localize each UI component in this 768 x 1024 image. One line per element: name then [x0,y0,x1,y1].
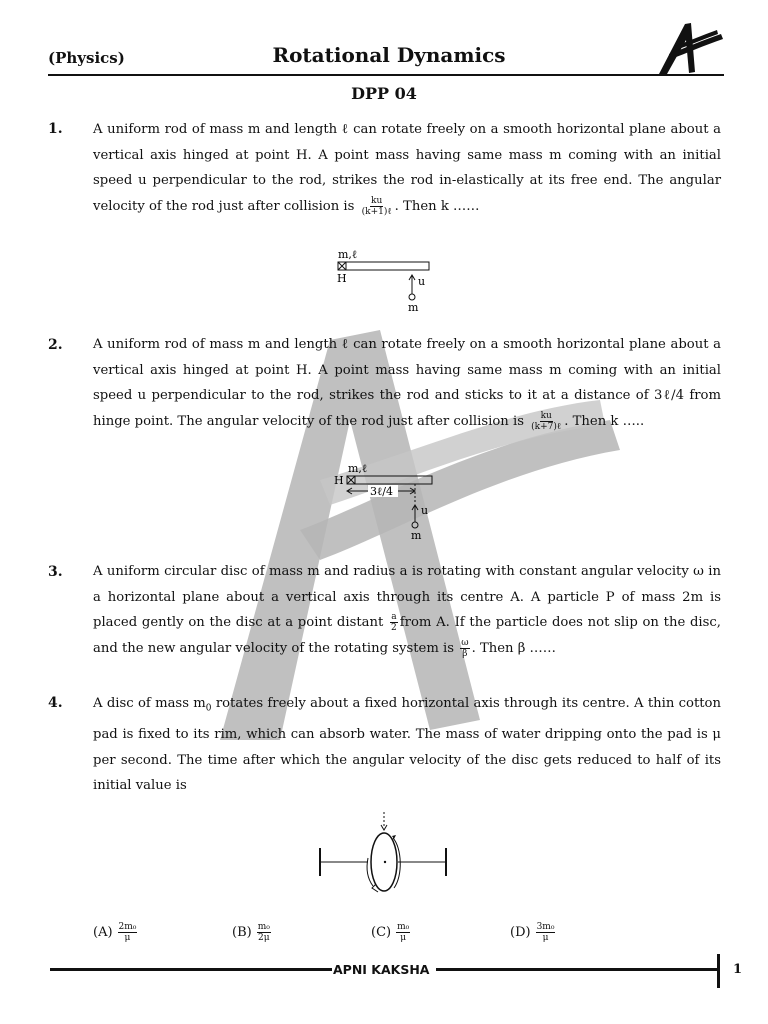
hinge-label: H [334,474,344,487]
question-text-tail: rotates freely about a fixed horizontal axis through its centre. A thin cotton pad is fixed to its rim, which can absorb water. The mass of water dripping onto the pad is μ per second. The time after which the angular velocity of the disc gets reduced to half of its initial value is [93,696,721,794]
fraction [396,922,410,943]
fraction-denominator: μ [400,933,407,943]
option-label: (D) [510,925,531,940]
apni-kaksha-logo [655,20,725,76]
speed-label: u [421,504,429,517]
fraction-denominator: μ [542,933,549,943]
disc-axle-diagram [312,808,456,898]
question-text-body: A uniform rod of mass m and length ℓ can rotate freely on a smooth horizontal plane about a vertical axis hinged at point H. A point mass having same mass m coming with an initial speed u perpendicular to the rod, strikes the rod and sticks to it at a distance of 3ℓ/4 from hinge point. The angular velocity of the rod just after collision is [93,337,721,429]
question-text [93,332,721,434]
fraction-denominator: (k+1)ℓ [361,206,392,217]
footer-rule-right [436,968,718,971]
rod-label: m,ℓ [338,248,358,261]
fraction-numerator: ω [461,637,469,648]
page-title: Rotational Dynamics [272,43,506,67]
fraction-denominator: (k+7)ℓ [531,421,562,432]
option-label: (C) [371,925,392,940]
sheet-title: DPP 04 [351,84,417,103]
fraction [361,196,393,217]
question-text-tail: . Then β …… [471,640,556,656]
point-mass-icon [409,294,415,300]
mass-label: m [408,301,419,314]
fraction-numerator: m₀ [397,922,410,932]
fraction [257,922,271,943]
rod-label: m,ℓ [348,462,368,475]
option-label: (B) [232,925,252,940]
fraction-denominator: 2 [391,623,397,633]
fraction-numerator: a [391,612,397,622]
mass-label: m [411,529,422,542]
question-text-body: A disc of mass m [93,696,206,711]
fraction-numerator: ku [371,195,383,206]
fraction-denominator: 2μ [257,933,270,943]
question-text [93,691,721,799]
fraction [536,922,556,943]
subscript: 0 [205,703,212,714]
fraction [390,612,398,633]
rod-diagram-2 [330,460,440,544]
distance-label: 3ℓ/4 [370,485,393,498]
question-number: 4. [48,695,63,711]
rod-diagram-1 [330,246,440,314]
fraction-denominator: μ [124,933,131,943]
option-c[interactable] [371,922,412,943]
footer-divider [717,954,720,988]
point-mass-icon [412,522,418,528]
footer-brand: APNI KAKSHA [333,962,430,977]
fraction [118,922,138,943]
fraction [460,638,469,659]
fraction-numerator: m₀ [257,922,270,932]
fraction-numerator: 2m₀ [118,922,137,932]
question-text-middle: from A. If the particle does not slip on the disc, and the new angular velocity of the rotating system is [93,615,721,656]
question-text [93,117,721,219]
fraction-numerator: ku [540,410,552,421]
question-number: 3. [48,564,63,580]
question-number: 1. [48,121,63,137]
question-text-body: A uniform circular disc of mass m and radius a is rotating with constant angular velocity ω in a horizontal plane about a vertical axis through its centre A. A particle P of mass 2m is placed gently on the disc at a point distant [93,564,721,630]
hinge-label: H [337,272,347,285]
question-text [93,559,721,661]
question-text-body: A uniform rod of mass m and length ℓ can rotate freely on a smooth horizontal plane about a vertical axis hinged at point H. A point mass having same mass m coming with an initial speed u perpendicular to the rod, strikes the rod in-elastically at its free end. The angular velocity of the rod just after collision is [93,122,721,214]
option-label: (A) [93,925,113,940]
fraction-denominator: β [462,648,468,659]
option-a[interactable] [93,922,139,943]
fraction [530,411,562,432]
question-text-tail: . Then k …… [394,198,480,214]
question-number: 2. [48,337,63,353]
page-number: 1 [733,962,743,977]
option-b[interactable] [232,922,273,943]
footer-rule-left [50,968,332,971]
header-rule [48,74,724,76]
option-d[interactable] [510,922,557,943]
speed-label: u [418,275,426,288]
question-text-tail: . Then k ….. [564,413,645,429]
subject-label: (Physics) [48,49,125,67]
fraction-numerator: 3m₀ [536,922,555,932]
